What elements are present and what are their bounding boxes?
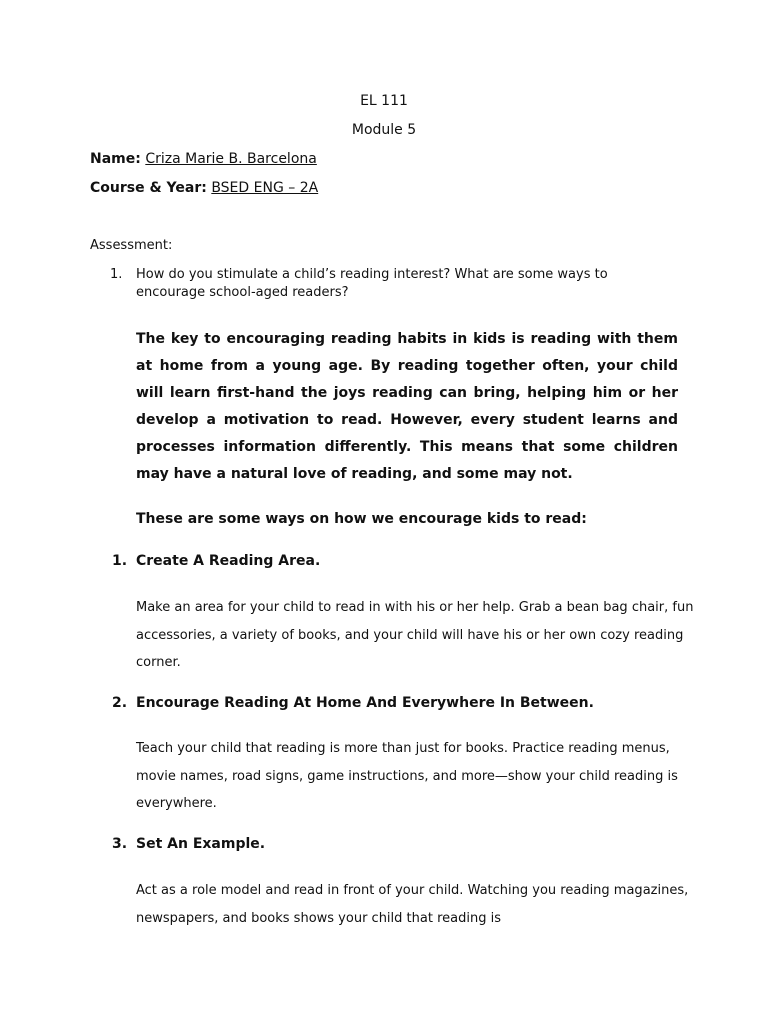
name-value: Criza Marie B. Barcelona [145,151,317,167]
item-3-heading [112,836,265,852]
question-1 [110,266,670,302]
item-1-heading [112,553,320,569]
name-field [90,151,317,167]
answer-intro-paragraph: The key to encouraging reading habits in kids is reading with them at home from a young age. By reading together often, your child will learn first-hand the joys reading can bring, helping him or her develop a motivation to read. However, every student learns and processes information differently. This means that some children may have a natural love of reading, and some may not. [136,331,678,482]
item-2-heading [112,695,594,711]
item-2-title: Encourage Reading At Home And Everywhere In Between. [136,695,594,711]
question-number: 1. [110,267,123,282]
course-year-value: BSED ENG – 2A [211,180,319,196]
course-year-field [90,180,318,196]
item-2-body: Teach your child that reading is more than just for books. Practice reading menus, movie names, road signs, game instructions, and more—show your child reading is everywhere. [136,741,678,811]
item-1-number: 1. [112,553,128,569]
item-3-title: Set An Example. [136,836,266,852]
course-code: EL 111 [360,93,408,109]
question-text: How do you stimulate a child’s reading interest? What are some ways to encourage school-aged readers? [136,267,608,300]
item-2-number: 2. [112,695,128,711]
item-3-number: 3. [112,836,128,852]
ways-heading: These are some ways on how we encourage kids to read: [136,511,587,527]
item-1-body: Make an area for your child to read in with his or her help. Grab a bean bag chair, fun accessories, a variety of books, and your child will have his or her own cozy reading corner. [136,600,694,670]
item-3-body: Act as a role model and read in front of your child. Watching you reading magazines, newspapers, and books shows your child that reading is [136,883,689,926]
module-title: Module 5 [351,122,417,138]
name-label: Name: [90,151,141,167]
item-1-title: Create A Reading Area. [136,553,321,569]
assessment-label: Assessment: [90,238,173,253]
course-year-label: Course & Year: [90,180,207,196]
